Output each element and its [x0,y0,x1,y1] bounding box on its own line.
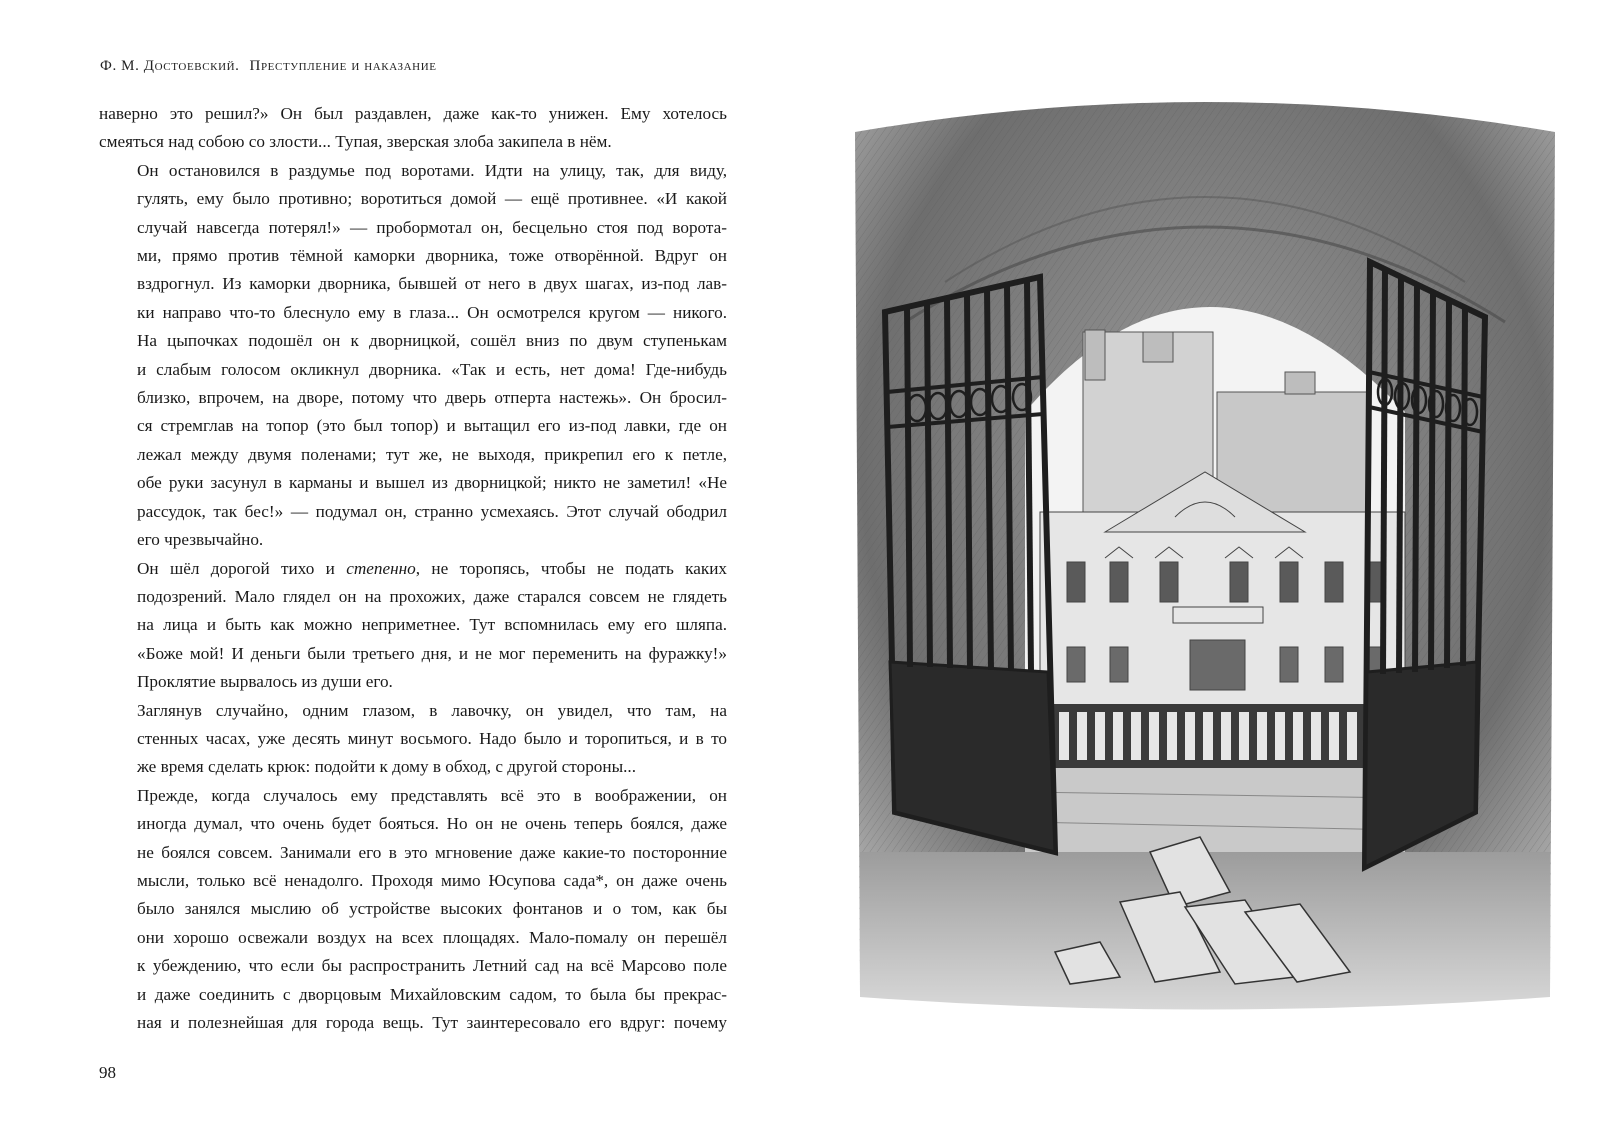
text-line: «Боже мой! И деньги были третьего дня, и не мог переменить на фуражку!» [137,643,727,663]
body-text [99,100,727,1037]
running-head-author: Ф. М. Достоевский. [100,58,240,74]
text-line: близко, впрочем, на дворе, потому что дверь отперта настежь». Он бросил- [137,388,727,408]
text-line: было занялся мыслию об устройстве высоких фонтанов и о том, как бы [137,899,727,919]
running-head [100,58,437,75]
text-line: Прежде, когда случалось ему представлять всё это в воображении, он [137,785,727,805]
text-line: Заглянув случайно, одним глазом, в лавочку, он увидел, что там, на [137,700,727,720]
text-line: ся стремглав на топор (это был топор) и вытащил его из-под лавки, где он [137,416,727,436]
text-line: стенных часах, уже десять минут восьмого. Надо было и торопиться, и в то [137,728,727,748]
text-line: и слабым голосом окликнул дворника. «Так и есть, нет дома! Где-нибудь [137,359,727,379]
text-line: случай навсегда потерял!» — пробормотал он, бесцельно стоя под ворота- [137,217,727,237]
paragraph [99,100,727,157]
text-line: Он остановился в раздумье под воротами. Идти на улицу, так, для виду, [137,160,727,180]
emphasis: степенно [346,558,416,578]
text-line: смеяться над собою со злости... Тупая, зверская злоба закипела в нём. [99,132,612,152]
text-line: мысли, только всё ненадолго. Проходя мимо Юсупова сада*, он даже очень [137,870,727,890]
text-line: ки направо что-то блеснуло ему в глаза... Он осмотрелся кругом — никого. [137,302,727,322]
running-head-title: Преступление и наказание [249,58,437,74]
gate-illustration [845,92,1565,1038]
text-line: подозрений. Мало глядел он на прохожих, даже старался совсем не глядеть [137,586,727,606]
text-line: не боялся совсем. Занимали его в это мгновение даже какие-то посторонние [137,842,727,862]
text-line: вздрогнул. Из каморки дворника, бывшей от него в двух шагах, из-под лав- [137,274,727,294]
text-line: Он шёл дорогой тихо и степенно, не торопясь, чтобы не подать каких [137,558,727,578]
text-line: На цыпочках подошёл он к дворницкой, сошёл вниз по двум ступенькам [137,331,727,351]
page-number: 98 [99,1063,116,1082]
text-line: иногда думал, что очень будет бояться. Но он не очень теперь боялся, даже [137,814,727,834]
text-line: обе руки засунул в карманы и вышел из дворницкой; никто не заметил! «Не [137,473,727,493]
text-line: к убеждению, что если бы распространить Летний сад на всё Марсово поле [137,956,727,976]
text-line: же время сделать крюк: подойти к дому в обход, с другой стороны... [137,757,637,777]
paragraph [99,697,727,782]
text-line: рассудок, так бес!» — подумал он, странно усмехаясь. Этот случай ободрил [137,501,727,521]
text-line: ная и полезнейшая для города вещь. Тут заинтересовало его вдруг: почему [137,1013,727,1032]
text-line: на лица и быть как можно неприметнее. Тут вспомнилась ему его шляпа. [137,615,727,635]
text-line: Проклятие вырвалось из души его. [137,672,393,692]
paragraph [99,782,727,1038]
text-line: и даже соединить с дворцовым Михайловским садом, то была бы прекрас- [137,984,727,1004]
text-line: ми, прямо против тёмной каморки дворника, тоже отворённой. Вдруг он [137,246,727,266]
street [1025,768,1405,858]
text-line: наверно это решил?» Он был раздавлен, даже как-то унижен. Ему хотелось [99,104,727,123]
text-line: лежал между двумя поленами; тут же, не выходя, прикрепил его к петле, [137,444,727,464]
text-line: они хорошо освежали воздух на всех площадях. Мало-помалу он перешёл [137,927,727,947]
paragraph [99,157,727,555]
text-line: гулять, ему было противно; воротиться домой — ещё противнее. «И какой [137,189,727,209]
gateway-drawing [845,92,1565,1038]
text-line: его чрезвычайно. [137,530,264,550]
paragraph [99,555,727,697]
